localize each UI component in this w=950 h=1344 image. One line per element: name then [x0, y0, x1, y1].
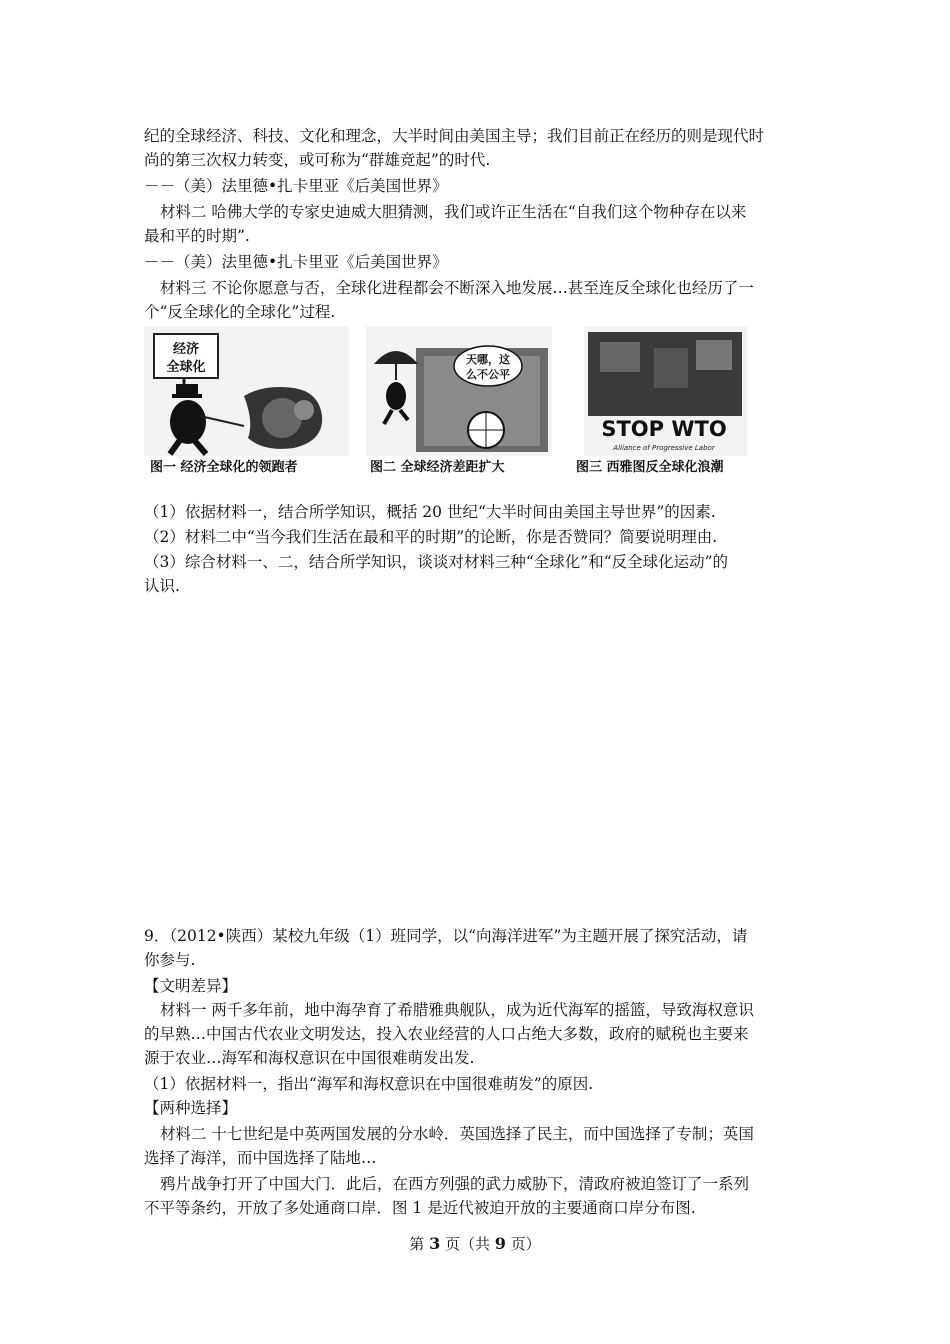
section-heading: 【两种选择】 [144, 1099, 238, 1117]
source-line: －－（美）法里德•扎卡里亚《后美国世界》 [144, 177, 448, 195]
page-number: 3 [429, 1234, 441, 1253]
source-line: －－（美）法里德•扎卡里亚《后美国世界》 [144, 253, 448, 271]
text-line: 尚的第三次权力转变，或可称为“群雄竞起”的时代. [144, 151, 491, 169]
text-line: 源于农业…海军和海权意识在中国很难萌发出发. [144, 1049, 475, 1067]
figure-two-image [366, 326, 552, 456]
section-heading: 【文明差异】 [144, 977, 238, 995]
material-one: 材料一 两千多年前，地中海孕育了希腊雅典舰队，成为近代海军的摇篮，导致海权意识 [160, 1001, 754, 1019]
figure-three-caption: 图三 西雅图反全球化浪潮 [576, 460, 724, 475]
question-2: （2）材料二中“当今我们生活在最和平的时期”的论断，你是否赞同？简要说明理由. [144, 528, 718, 546]
svg-text:天哪，这: 天哪，这 [466, 353, 510, 366]
svg-text:Alliance of Progressive Labor: Alliance of Progressive Labor [613, 444, 715, 452]
page-total: 9 [494, 1234, 506, 1253]
footer-prefix: 第 [409, 1235, 430, 1253]
text-line: 选择了海洋，而中国选择了陆地… [144, 1149, 377, 1167]
text-line: 你参与. [144, 951, 196, 969]
material-three: 材料三 不论你愿意与否，全球化进程都会不断深入地发展…甚至连反全球化也经历了一 [160, 279, 754, 297]
text-line: 最和平的时期”. [144, 227, 250, 245]
figure-three-image [584, 326, 747, 456]
question-9-heading: 9．（2012•陕西）某校九年级（1）班同学，以“向海洋进军”为主题开展了探究活动，请 [144, 927, 748, 945]
page-footer [0, 1233, 950, 1254]
material-two: 材料二 十七世纪是中英两国发展的分水岭．英国选择了民主，而中国选择了专制；英国 [160, 1125, 754, 1143]
text-line: 个“反全球化的全球化”过程. [144, 303, 336, 321]
question-1: （1）依据材料一，结合所学知识，概括 20 世纪“大半时间由美国主导世界”的因素. [144, 503, 716, 521]
figure-one-image [144, 326, 349, 456]
cartoon-figures [144, 326, 747, 478]
figure-one-caption: 图一 经济全球化的领跑者 [150, 460, 298, 475]
question-3: （3）综合材料一、二，结合所学知识，谈谈对材料三种“全球化”和“反全球化运动”的 [144, 553, 729, 571]
text-line: 不平等条约，开放了多处通商口岸．图 1 是近代被迫开放的主要通商口岸分布图. [144, 1199, 696, 1217]
text-line: 鸦片战争打开了中国大门．此后，在西方列强的武力威胁下，清政府被迫签订了一系列 [160, 1175, 750, 1193]
question-9-1: （1）依据材料一，指出“海军和海权意识在中国很难萌发”的原因. [144, 1075, 594, 1093]
svg-text:STOP WTO: STOP WTO [601, 417, 727, 441]
material-two: 材料二 哈佛大学的专家史迪威大胆猜测，我们或许正生活在“自我们这个物种存在以来 [160, 203, 747, 221]
footer-suffix: 页） [505, 1235, 541, 1253]
text-line: 纪的全球经济、科技、文化和理念，大半时间由美国主导；我们目前正在经历的则是现代时 [144, 127, 765, 145]
footer-middle: 页（共 [440, 1235, 495, 1253]
text-line: 认识. [144, 577, 180, 595]
svg-text:经济: 经济 [172, 342, 200, 357]
svg-text:么不公平: 么不公平 [466, 368, 510, 381]
text-line: 的早熟…中国古代农业文明发达，投入农业经营的人口占绝大多数，政府的赋税也主要来 [144, 1025, 749, 1043]
svg-text:全球化: 全球化 [166, 360, 206, 375]
figure-two-caption: 图二 全球经济差距扩大 [370, 460, 505, 475]
